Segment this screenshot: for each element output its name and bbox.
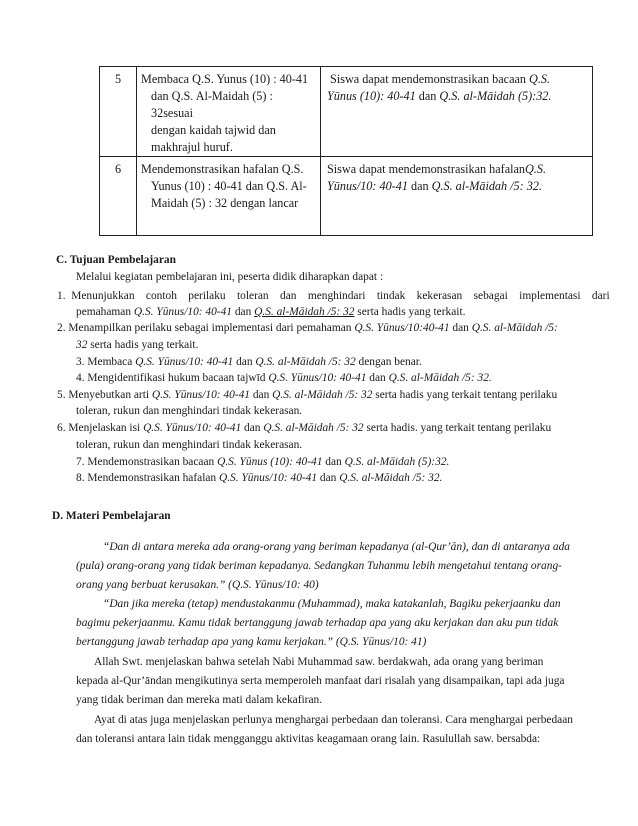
objective-item-6: 6. Menjelaskan isi Q.S. Yūnus/10: 40-41 dan Q.S. al-Māidah /5: 32 serta hadis. yang terkait tentang perilaku bbox=[57, 422, 552, 434]
section-c-intro: Melalui kegiatan pembelajaran ini, peserta didik diharapkan dapat : bbox=[76, 271, 384, 283]
activity-cell bbox=[137, 67, 321, 157]
paragraph-line: Allah Swt. menjelaskan bahwa setelah Nabi Muhammad saw. berdakwah, ada orang yang beriman bbox=[94, 656, 544, 668]
quote-line: orang yang berbuat kerusakan.” (Q.S. Yūnus/10: 40) bbox=[76, 579, 319, 591]
indicator-cell bbox=[321, 157, 593, 236]
objective-item-1-cont: pemahaman Q.S. Yūnus/10: 40-41 dan Q.S. al-Māidah /5: 32 serta hadis yang terkait. bbox=[76, 306, 466, 318]
objective-item-1: 1. Menunjukkan contoh perilaku toleran dan menghindari tindak kekerasan sebagai implementasi dari bbox=[57, 290, 610, 302]
objective-item-8: 8. Mendemonstrasikan hafalan Q.S. Yūnus/10: 40-41 dan Q.S. al-Māidah /5: 32. bbox=[76, 472, 443, 484]
objective-item-5: 5. Menyebutkan arti Q.S. Yūnus/10: 40-41 dan Q.S. al-Māidah /5: 32 serta hadis yang terkait tentang perilaku bbox=[57, 389, 558, 401]
objective-item-4: 4. Mengidentifikasi hukum bacaan tajwīd Q.S. Yūnus/10: 40-41 dan Q.S. al-Māidah /5: 32. bbox=[76, 372, 492, 384]
objective-item-3: 3. Membaca Q.S. Yūnus/10: 40-41 dan Q.S. al-Māidah /5: 32 dengan benar. bbox=[76, 356, 422, 368]
objective-item-6-cont: toleran, rukun dan menghindari tindak kekerasan. bbox=[76, 439, 303, 451]
quote-line: (pula) orang-orang yang tidak beriman kepadanya. Sedangkan Tuhanmu lebih mengetahui tentang orang- bbox=[76, 560, 562, 572]
quote-line: bertanggung jawab terhadap apa yang kamu kerjakan.” (Q.S. Yūnus/10: 41) bbox=[76, 636, 427, 648]
activity-cell bbox=[137, 157, 321, 236]
indicator-cell bbox=[321, 67, 593, 157]
row-number: 6 bbox=[100, 157, 137, 236]
activity-line: Maidah (5) : 32 dengan lancar bbox=[151, 196, 299, 210]
objective-item-5-cont: toleran, rukun dan menghindari tindak kekerasan. bbox=[76, 405, 303, 417]
paragraph-line: kepada al-Qur’āndan mengikutinya serta memperoleh manfaat dari risalah yang disampaikan, tapi ada juga bbox=[76, 675, 565, 687]
activity-line: Membaca Q.S. Yunus (10) : 40-41 bbox=[141, 72, 309, 86]
table-row bbox=[100, 157, 593, 236]
activity-line: Mendemonstrasikan hafalan Q.S. bbox=[141, 162, 304, 176]
paragraph-line: dan toleransi antara lain tidak mengganggu aktivitas keagamaan orang lain. Rasulullah saw. bersabda: bbox=[76, 733, 541, 745]
paragraph-line: Ayat di atas juga menjelaskan perlunya menghargai perbedaan dan toleransi. Cara menghargai perbedaan bbox=[94, 714, 573, 726]
indicator-line: Yūnus (10): 40-41 dan Q.S. al-Māidah (5):32. bbox=[327, 89, 552, 103]
indicator-line: Siswa dapat mendemonstrasikan bacaan Q.S. bbox=[330, 72, 551, 86]
activity-line: dengan kaidah tajwid dan bbox=[151, 123, 276, 137]
quote-line: “Dan di antara mereka ada orang-orang yang beriman kepadanya (al-Qur’ān), dan di antaranya ada bbox=[103, 541, 570, 553]
quote-line: bagimu pekerjaanmu. Kamu tidak bertanggung jawab terhadap apa yang aku kerjakan dan aku pun tidak bbox=[76, 617, 559, 629]
section-d-heading: D. Materi Pembelajaran bbox=[52, 510, 171, 522]
competency-table bbox=[99, 66, 593, 236]
indicator-line: Siswa dapat mendemonstrasikan hafalanQ.S. bbox=[327, 162, 546, 176]
objective-item-2: 2. Menampilkan perilaku sebagai implementasi dari pemahaman Q.S. Yūnus/10:40-41 dan Q.S. al-Māidah /5: bbox=[57, 322, 558, 334]
table-row bbox=[100, 67, 593, 157]
section-c-heading: C. Tujuan Pembelajaran bbox=[56, 254, 176, 266]
row-number: 5 bbox=[100, 67, 137, 157]
activity-line: makhrajul huruf. bbox=[151, 140, 233, 154]
activity-line: Yunus (10) : 40-41 dan Q.S. Al- bbox=[151, 179, 307, 193]
objective-item-2-cont: 32 serta hadis yang terkait. bbox=[76, 339, 199, 351]
indicator-line: Yūnus/10: 40-41 dan Q.S. al-Māidah /5: 32. bbox=[327, 179, 542, 193]
paragraph-line: yang tidak beriman dan mereka mati dalam kekafiran. bbox=[76, 694, 323, 706]
objective-item-7: 7. Mendemonstrasikan bacaan Q.S. Yūnus (10): 40-41 dan Q.S. al-Māidah (5):32. bbox=[76, 456, 450, 468]
quote-line: “Dan jika mereka (tetap) mendustakanmu (Muhammad), maka katakanlah, Bagiku pekerjaanku dan bbox=[103, 598, 561, 610]
activity-line: dan Q.S. Al-Maidah (5) : 32sesuai bbox=[151, 89, 273, 120]
